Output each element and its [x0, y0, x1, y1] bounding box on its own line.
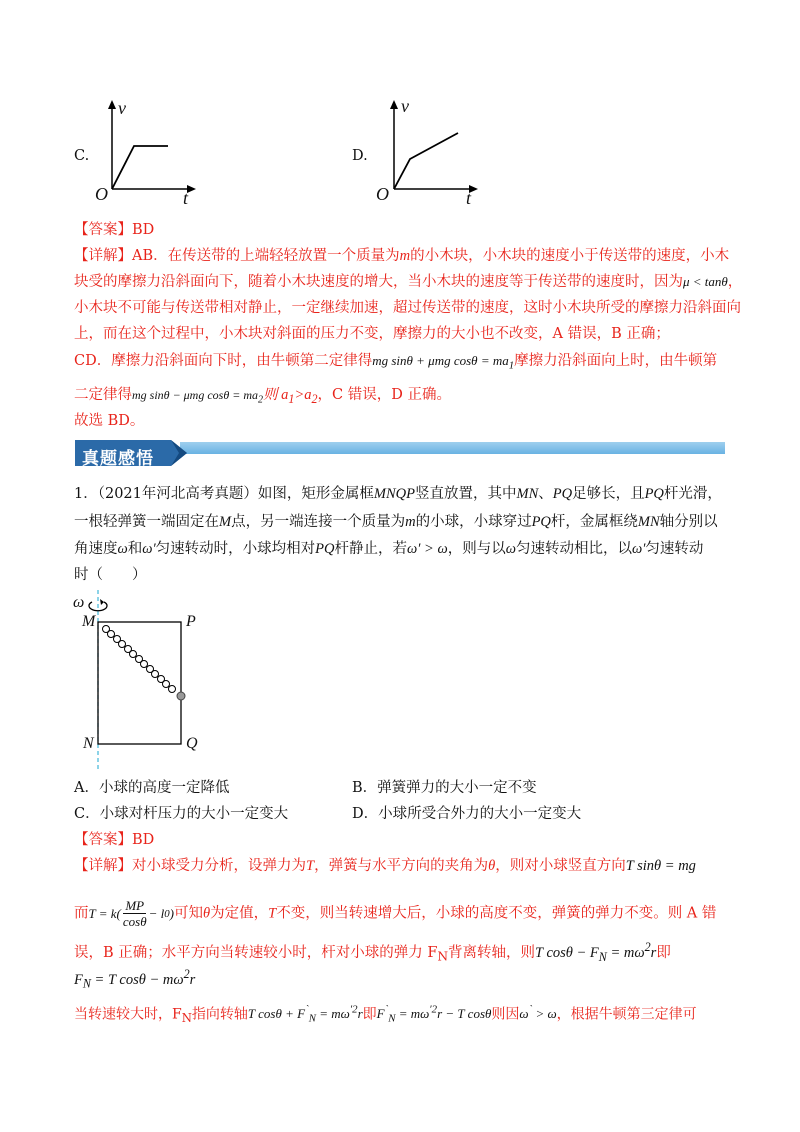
- formula-horizontal-small: T $\cos\theta - F_N = m\omega^2r$: [535, 940, 657, 964]
- detail-1-line-4: 上，而在这个过程中，小木块对斜面的压力不变，摩擦力的大小也不改变，A 错误，B 正确；: [74, 326, 670, 342]
- question-1-line-1: 1．（2021年河北高考真题）如图，矩形金属框MNQP竖直放置，其中MN、PQ足够长，且PQ杆光滑，: [74, 486, 722, 502]
- question-1-line-4: 时（ ）: [74, 567, 147, 583]
- option-c-label: C.: [74, 148, 90, 164]
- detail-1-line-2: 块受的摩擦力沿斜面向下，随着小木块速度的增大，当小木块的速度等于传送带的速度时，因为μ < tanθ，: [74, 274, 743, 290]
- detail-2-line-4: $F_N = T$ $\cos\theta - m\omega^2r$: [74, 967, 196, 991]
- formula-omega-compare: ω` > ω: [519, 1004, 557, 1022]
- metal-frame: [98, 622, 181, 744]
- answer-1: [74, 220, 154, 240]
- graph-d-v-label: v: [401, 96, 409, 116]
- formula-mu-tan: μ < tanθ: [683, 274, 728, 289]
- formula-vertical-balance: T sinθ = mg: [625, 858, 696, 874]
- graph-d-origin: O: [376, 184, 389, 204]
- formula-newton-up: mg sinθ − μmg $\cos\theta = ma_2$: [132, 388, 264, 406]
- figure-label-n: N: [83, 735, 94, 752]
- detail-1-line-1: 【详解】AB．在传送带的上端轻轻放置一个质量为m的小木块，小木块的速度小于传送带的速度，小木: [74, 248, 730, 264]
- figure-label-p: P: [186, 613, 196, 630]
- graph-c: [70, 95, 210, 210]
- option-d[interactable]: D．小球所受合外力的大小一定变大: [352, 806, 582, 822]
- option-a[interactable]: A．小球的高度一定降低: [74, 780, 230, 796]
- formula-newton-down: mg sinθ + μmg $\cos\theta = ma_1$: [372, 353, 515, 372]
- graph-c-v-label: v: [118, 98, 126, 118]
- answer-value: BD: [132, 832, 155, 848]
- ball: [177, 692, 185, 700]
- question-1-line-2: 一根轻弹簧一端固定在M点，另一端连接一个质量为m的小球，小球穿过PQ杆，金属框绕MN轴分别以: [74, 514, 718, 530]
- formula-horizontal-large: T $\cos\theta + F^`_N = m\omega^{'2}r$: [247, 1004, 363, 1025]
- answer-2: [74, 830, 154, 850]
- section-title: 真题感悟: [82, 449, 154, 469]
- detail-1-line-6: 二定律得mg sinθ − μmg $\cos\theta = ma_2$则 $a_1>a_2$，C 错误，D 正确。: [74, 387, 451, 406]
- option-c[interactable]: C．小球对杆压力的大小一定变大: [74, 806, 289, 822]
- graph-d-curve: [394, 133, 458, 189]
- spring: [103, 626, 176, 693]
- answer-label: 【答案】: [74, 832, 132, 848]
- section-banner-stripe: [180, 442, 725, 454]
- figure-label-q: Q: [186, 735, 198, 752]
- answer-value: BD: [132, 222, 155, 238]
- graph-d-v-arrow: [390, 100, 398, 109]
- question-number: 1．: [74, 486, 98, 502]
- figure-omega-label: ω: [73, 594, 85, 611]
- detail-label: 【详解】: [74, 248, 132, 264]
- detail-2-line-5: 当转速较大时，$F_N$指向转轴T $\cos\theta + F^`_N = m\omega^{'2}r$即$F^`_N = m\omega^{'2}r - T$ cosθ则因ω` > ω，根据牛顿第三定律可: [74, 1004, 697, 1026]
- detail-2-line-1: 【详解】对小球受力分析，设弹力为T，弹簧与水平方向的夹角为θ，则对小球竖直方向T sinθ = mg: [74, 858, 696, 874]
- detail-1-conclusion: 故选 BD。: [74, 413, 145, 429]
- formula-normal-force: $F^`_N = m\omega^{'2}r - T$ cosθ: [376, 1004, 492, 1025]
- detail-2-line-2: 而 T = k( MP cosθ − l 0 ) 可知θ为定值，T不变，则当转速增大后，小球的高度不变，弹簧的弹力不变。则 A 错: [74, 898, 717, 929]
- option-d-label: D.: [352, 148, 368, 164]
- figure-label-m: M: [82, 613, 96, 630]
- formula-spring-force: T = k( MP cosθ − l 0 ): [88, 898, 174, 929]
- graph-c-origin: O: [95, 184, 108, 204]
- graph-d-t-label: t: [466, 188, 472, 208]
- detail-2-line-3: 误，B 正确；水平方向当转速较小时，杆对小球的弹力 $F_N$背离转轴，则T $\cos\theta - F_N = m\omega^2r$即: [74, 940, 671, 964]
- graph-c-v-arrow: [108, 100, 116, 109]
- detail-1-line-5: CD．摩擦力沿斜面向下时，由牛顿第二定律得mg sinθ + μmg $\cos\theta = ma_1$摩擦力沿斜面向上时，由牛顿第: [74, 353, 718, 372]
- graph-c-t-arrow: [187, 185, 196, 193]
- option-b[interactable]: B．弹簧弹力的大小一定不变: [352, 780, 537, 796]
- question-1-line-3: 角速度ω和ω′匀速转动时，小球均相对PQ杆静止，若ω′ > ω，则与以ω匀速转动相比，以ω′匀速转动: [74, 541, 704, 557]
- answer-label: 【答案】: [74, 222, 132, 238]
- graph-c-curve: [112, 146, 168, 189]
- graph-c-t-label: t: [183, 188, 189, 208]
- detail-label: 【详解】: [74, 858, 132, 874]
- detail-1-line-3: 小木块不可能与传送带相对静止，一定继续加速，超过传送带的速度，这时小木块所受的摩擦力沿斜面向: [74, 300, 741, 316]
